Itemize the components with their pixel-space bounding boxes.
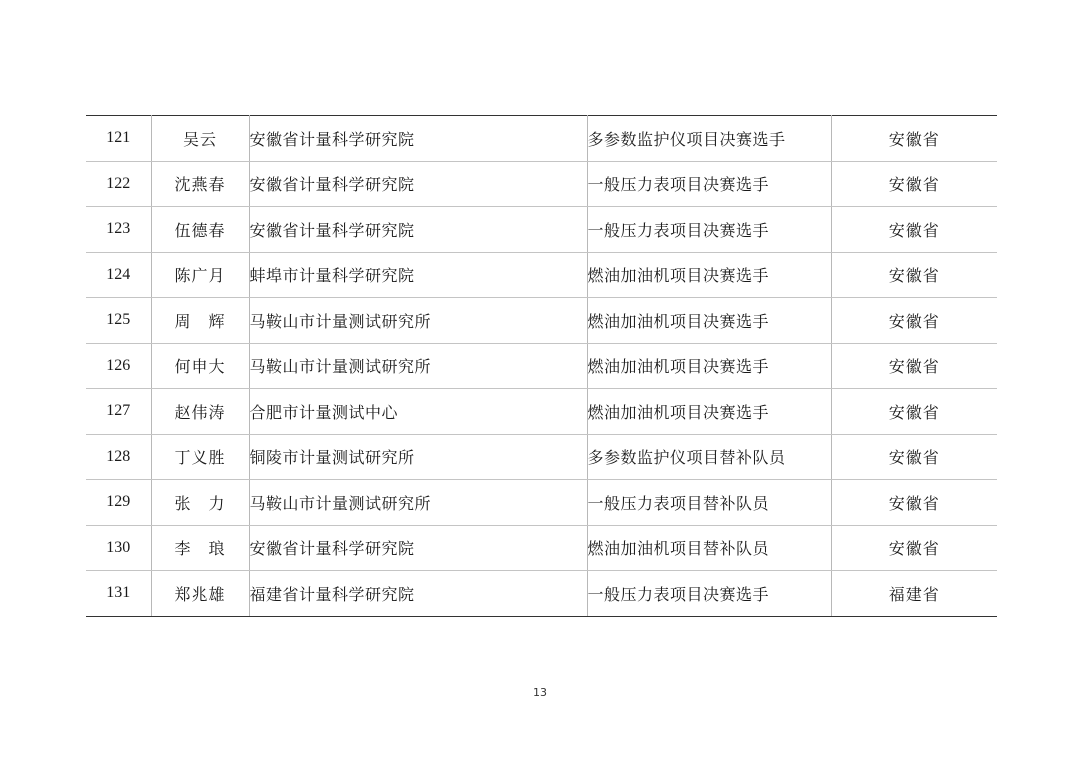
row-number: 128 — [86, 434, 151, 480]
work-unit: 安徽省计量科学研究院 — [249, 207, 587, 253]
row-number: 131 — [86, 571, 151, 617]
event-role: 燃油加油机项目替补队员 — [587, 525, 831, 571]
table-row — [86, 480, 997, 526]
event-role: 一般压力表项目决赛选手 — [587, 571, 831, 617]
event-role: 燃油加油机项目决赛选手 — [587, 389, 831, 435]
work-unit: 合肥市计量测试中心 — [249, 389, 587, 435]
event-role: 多参数监护仪项目决赛选手 — [587, 116, 831, 162]
province: 安徽省 — [831, 161, 997, 207]
row-number: 124 — [86, 252, 151, 298]
province: 安徽省 — [831, 389, 997, 435]
event-role: 多参数监护仪项目替补队员 — [587, 434, 831, 480]
person-name: 吴云 — [151, 116, 249, 162]
work-unit: 安徽省计量科学研究院 — [249, 161, 587, 207]
event-role: 燃油加油机项目决赛选手 — [587, 298, 831, 344]
person-name: 陈广月 — [151, 252, 249, 298]
person-name: 赵伟涛 — [151, 389, 249, 435]
person-name: 伍德春 — [151, 207, 249, 253]
work-unit: 安徽省计量科学研究院 — [249, 116, 587, 162]
person-name: 郑兆雄 — [151, 571, 249, 617]
table-row — [86, 525, 997, 571]
event-role: 一般压力表项目决赛选手 — [587, 207, 831, 253]
work-unit: 福建省计量科学研究院 — [249, 571, 587, 617]
province: 安徽省 — [831, 207, 997, 253]
event-role: 一般压力表项目决赛选手 — [587, 161, 831, 207]
work-unit: 马鞍山市计量测试研究所 — [249, 298, 587, 344]
work-unit: 马鞍山市计量测试研究所 — [249, 343, 587, 389]
province: 安徽省 — [831, 343, 997, 389]
row-number: 129 — [86, 480, 151, 526]
table-row — [86, 343, 997, 389]
event-role: 燃油加油机项目决赛选手 — [587, 252, 831, 298]
table-row — [86, 116, 997, 162]
row-number: 122 — [86, 161, 151, 207]
table-row — [86, 207, 997, 253]
table-row — [86, 298, 997, 344]
work-unit: 马鞍山市计量测试研究所 — [249, 480, 587, 526]
person-name: 丁义胜 — [151, 434, 249, 480]
table-row — [86, 389, 997, 435]
event-role: 燃油加油机项目决赛选手 — [587, 343, 831, 389]
row-number: 127 — [86, 389, 151, 435]
row-number: 121 — [86, 116, 151, 162]
event-role: 一般压力表项目替补队员 — [587, 480, 831, 526]
work-unit: 安徽省计量科学研究院 — [249, 525, 587, 571]
work-unit: 铜陵市计量测试研究所 — [249, 434, 587, 480]
row-number: 123 — [86, 207, 151, 253]
work-unit: 蚌埠市计量科学研究院 — [249, 252, 587, 298]
row-number: 125 — [86, 298, 151, 344]
page-number: 13 — [533, 686, 547, 699]
province: 福建省 — [831, 571, 997, 617]
row-number: 126 — [86, 343, 151, 389]
roster-table — [86, 115, 997, 617]
person-name: 周 辉 — [151, 298, 249, 344]
person-name: 沈燕春 — [151, 161, 249, 207]
person-name: 何申大 — [151, 343, 249, 389]
table-row — [86, 571, 997, 617]
province: 安徽省 — [831, 434, 997, 480]
table-row — [86, 252, 997, 298]
province: 安徽省 — [831, 525, 997, 571]
province: 安徽省 — [831, 116, 997, 162]
row-number: 130 — [86, 525, 151, 571]
person-name: 张 力 — [151, 480, 249, 526]
province: 安徽省 — [831, 298, 997, 344]
province: 安徽省 — [831, 480, 997, 526]
table-row — [86, 434, 997, 480]
table-row — [86, 161, 997, 207]
province: 安徽省 — [831, 252, 997, 298]
person-name: 李 琅 — [151, 525, 249, 571]
